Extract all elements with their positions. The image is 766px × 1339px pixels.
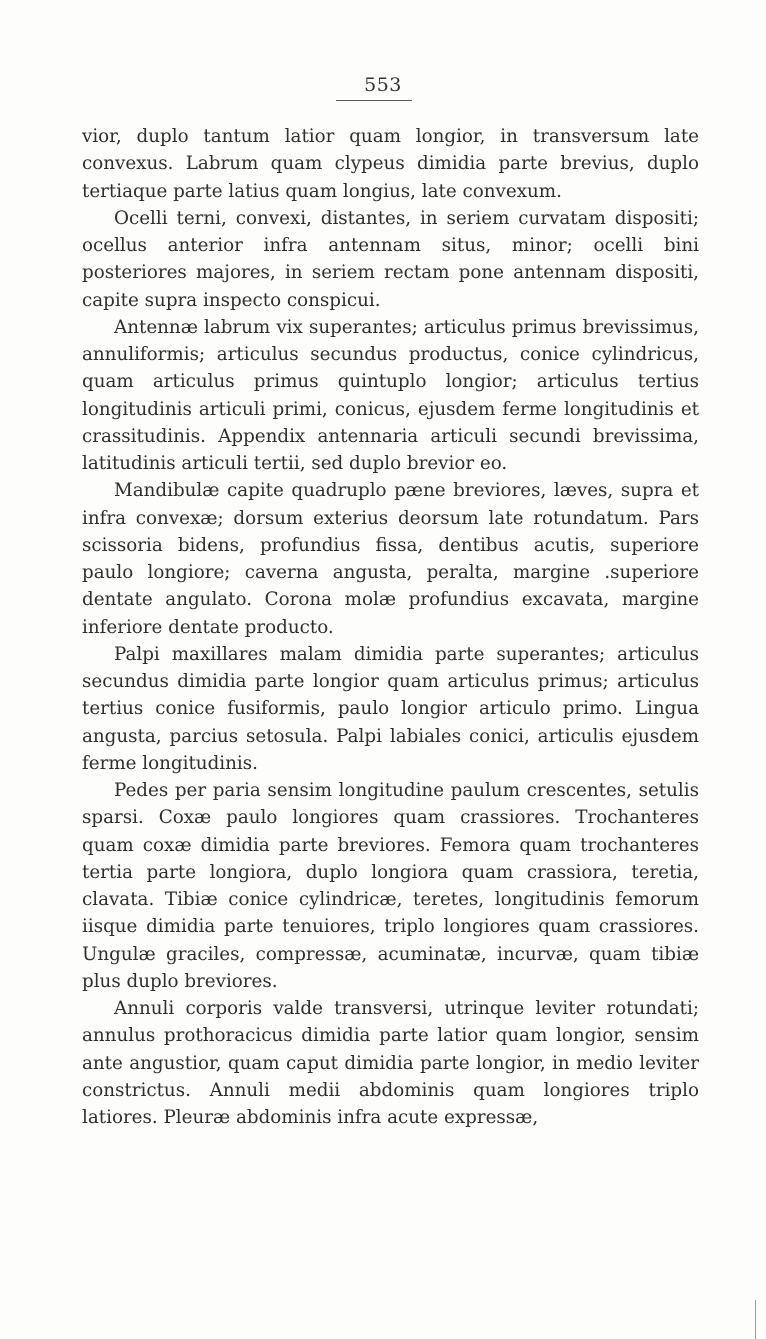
paragraph-ocelli: Ocelli terni, convexi, distantes, in seriem curvatam dispositi; ocellus anterior infra antennam situs, minor; ocelli bini posteriores majores, in seriem rectam pone antennam dispositi, capite supra inspecto conspicui.	[82, 207, 699, 311]
page-number: 553	[364, 74, 402, 96]
page-number-underline	[336, 100, 412, 101]
paragraph-continuation: vior, duplo tantum latior quam longior, in transversum late convexus. Labrum quam clypeus dimidia parte brevius, duplo tertiaque parte latius quam longius, late convexum.	[82, 126, 699, 202]
paragraph-mandibulae: Mandibulæ capite quadruplo pæne breviores, læves, supra et infra convexæ; dorsum exterius deorsum late rotundatum. Pars scissoria bidens, profundius fissa, dentibus acutis, superiore paulo longiore; caverna angusta, peralta, margine .superiore dentate angulato. Corona molæ profundius excavata, margine inferiore dentate producto.	[82, 480, 699, 638]
body-text	[82, 123, 699, 1131]
paragraph-antennae: Antennæ labrum vix superantes; articulus primus brevissimus, annuliformis; articulus secundus productus, conice cylindricus, quam articulus primus quintuplo longior; articulus tertius longitudinis articuli primi, conicus, ejusdem ferme longitudinis et crassitudinis. Appendix antennaria articuli secundi brevissima, latitudinis articuli tertii, sed duplo brevior eo.	[82, 316, 699, 474]
paragraph-annuli: Annuli corporis valde transversi, utrinque leviter rotundati; annulus prothoracicus dimidia parte latior quam longior, sensim ante angustior, quam caput dimidia parte longior, in medio leviter constrictus. Annuli medii abdominis quam longiores triplo latiores. Pleuræ abdominis infra acute expressæ,	[82, 998, 699, 1128]
paragraph-palpi: Palpi maxillares malam dimidia parte superantes; articulus secundus dimidia parte longior quam articulus primus; articulus tertius conice fusiformis, paulo longior articulo primo. Lingua angusta, parcius setosula. Palpi labiales conici, articulis ejusdem ferme longitudinis.	[82, 643, 699, 774]
page-edge-line	[755, 1300, 756, 1339]
paragraph-pedes: Pedes per paria sensim longitudine paulum crescentes, setulis sparsi. Coxæ paulo longiores quam crassiores. Trochanteres quam coxæ dimidia parte breviores. Femora quam trochanteres tertia parte longiora, duplo longiora quam crassiora, teretia, clavata. Tibiæ conice cylindricæ, teretes, longitudinis femorum iisque dimidia parte tenuiores, triplo longiores quam crassiores. Ungulæ graciles, compressæ, acuminatæ, incurvæ, quam tibiæ plus duplo breviores.	[82, 780, 699, 992]
